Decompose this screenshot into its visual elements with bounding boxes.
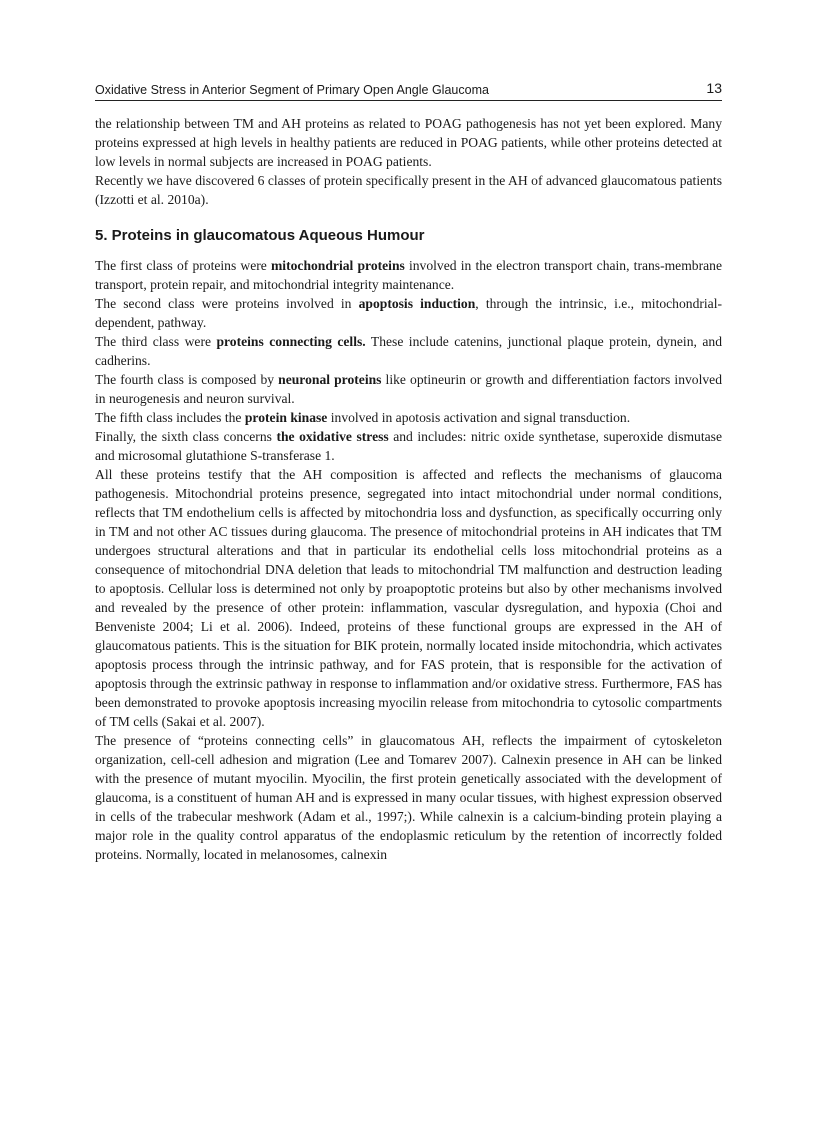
section-heading: 5. Proteins in glaucomatous Aqueous Humour — [95, 227, 425, 244]
paragraph: the relationship between TM and AH proteins as related to POAG pathogenesis has not yet been explored. Many proteins expressed at high levels in healthy patients are reduced in POAG patients, while other proteins detected at low levels in normal subjects are increased in POAG patients. — [95, 116, 722, 169]
bold-term: neuronal proteins — [278, 372, 382, 387]
bold-term: mitochondrial proteins — [270, 258, 405, 273]
paragraph-class-2: The second class were proteins involved in apoptosis induction, through the intrinsic, i.e., mitochondrial-dependent, pathway. — [95, 296, 723, 330]
bold-term: protein kinase — [244, 410, 328, 425]
page-number: 13 — [706, 80, 722, 96]
running-title: Oxidative Stress in Anterior Segment of Primary Open Angle Glaucoma — [95, 83, 489, 97]
bold-term: the oxidative stress — [276, 429, 389, 444]
paragraph-class-6: Finally, the sixth class concerns the oxidative stress and includes: nitric oxide synthetase, superoxide dismutase and microsomal glutathione S-transferase 1. — [95, 429, 722, 463]
paragraph: The presence of “proteins connecting cells” in glaucomatous AH, reflects the impairment of cytoskeleton organization, cell-cell adhesion and migration (Lee and Tomarev 2007). Calnexin presence in AH can be linked with the presence of mutant myocilin. Myocilin, the first protein genetically associated with the development of glaucoma, is a constituent of human AH and is expressed in many ocular tissues, with highest expression observed in cells of the trabecular meshwork (Adam et al., 1997;). While calnexin is a calcium-binding protein playing a major role in the quality control apparatus of the endoplasmic reticulum by the retention of incorrectly folded proteins. Normally, located in melanosomes, calnexin — [95, 733, 722, 862]
running-header — [95, 80, 722, 101]
page-body — [95, 114, 722, 864]
paragraph-class-3: The third class were proteins connecting cells. These include catenins, junctional plaque protein, dynein, and cadherins. — [95, 334, 722, 368]
paragraph: Recently we have discovered 6 classes of protein specifically present in the AH of advanced glaucomatous patients (Izzotti et al. 2010a). — [95, 173, 722, 207]
bold-term: apoptosis induction — [358, 296, 476, 311]
paragraph: All these proteins testify that the AH composition is affected and reflects the mechanisms of glaucoma pathogenesis. Mitochondrial proteins presence, segregated into intact mitochondrial under normal conditions, reflects that TM endothelium cells is affected by mitochondria loss and dysfunction, as specifically occurring only in TM and not other AC tissues during glaucoma. The presence of mitochondrial proteins in AH indicates that TM undergoes structural alterations and that in particular its endothelial cells loss mitochondrial proteins as a consequence of mitochondrial DNA deletion that leads to mitochondrial TM malfunction and destruction leading to apoptosis. Cellular loss is determined not only by proapoptotic proteins but also by other mechanisms involved and revealed by the presence of other protein: inflammation, vascular dysregulation, and hypoxia (Choi and Benveniste 2004; Li et al. 2006). Indeed, proteins of these functional groups are expressed in the AH of glaucomatous patients. This is the situation for BIK protein, normally located inside mitochondria, which activates apoptosis process through the intrinsic pathway, and for FAS protein, that is responsible for the activation of apoptosis through the extrinsic pathway in response to inflammation and/or oxidative stress. Furthermore, FAS has been demonstrated to provoke apoptosis increasing myocilin release from mitochondria to cytosolic compartments of TM cells (Sakai et al. 2007). — [95, 467, 722, 729]
paragraph-class-1: The first class of proteins were mitochondrial proteins involved in the electron transport chain, trans-membrane transport, protein repair, and mitochondrial integrity maintenance. — [95, 258, 722, 292]
paragraph-class-5: The fifth class includes the protein kinase involved in apotosis activation and signal transduction. — [95, 410, 631, 425]
paragraph-class-4: The fourth class is composed by neuronal proteins like optineurin or growth and differentiation factors involved in neurogenesis and neuron survival. — [95, 372, 722, 406]
bold-term: proteins connecting cells. — [216, 334, 366, 349]
